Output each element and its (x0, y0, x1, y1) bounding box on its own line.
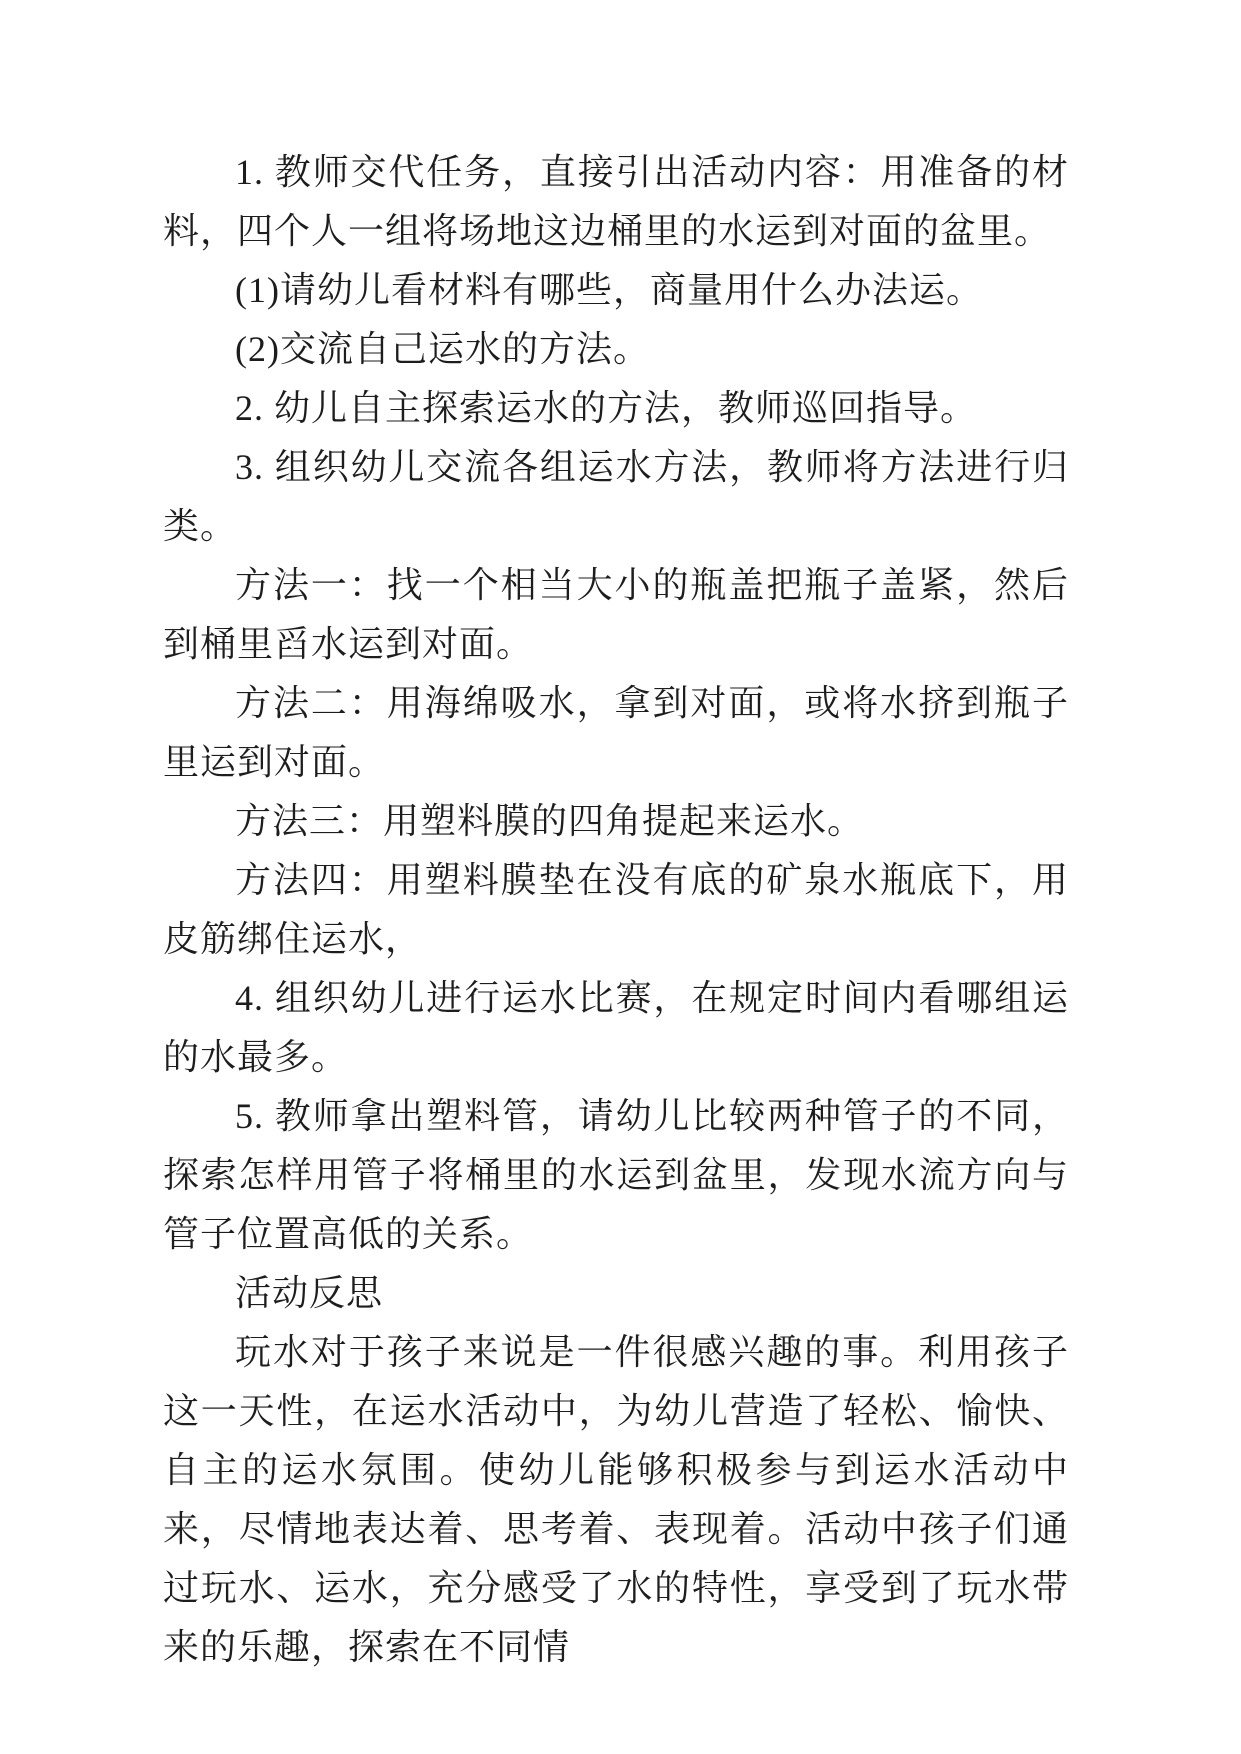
paragraph-step-3: 3. 组织幼儿交流各组运水方法，教师将方法进行归类。 (163, 447, 1069, 546)
paragraph-method-1: 方法一：找一个相当大小的瓶盖把瓶子盖紧，然后到桶里舀水运到对面。 (163, 565, 1069, 664)
paragraph-step-5: 5. 教师拿出塑料管，请幼儿比较两种管子的不同，探索怎样用管子将桶里的水运到盆里，发现水流方向与管子位置高低的关系。 (163, 1096, 1069, 1254)
paragraph-substep-1: (1)请幼儿看材料有哪些，商量用什么办法运。 (235, 270, 983, 310)
document-body (163, 143, 1069, 1677)
paragraph-method-2: 方法二：用海绵吸水，拿到对面，或将水挤到瓶子里运到对面。 (163, 683, 1069, 782)
paragraph-method-3: 方法三：用塑料膜的四角提起来运水。 (235, 801, 865, 841)
section-heading-reflection: 活动反思 (235, 1273, 384, 1313)
paragraph-method-4: 方法四：用塑料膜垫在没有底的矿泉水瓶底下，用皮筋绑住运水， (163, 860, 1069, 959)
paragraph-reflection: 玩水对于孩子来说是一件很感兴趣的事。利用孩子这一天性，在运水活动中，为幼儿营造了轻松、愉快、自主的运水氛围。使幼儿能够积极参与到运水活动中来，尽情地表达着、思考着、表现着。活动中孩子们通过玩水、运水，充分感受了水的特性，享受到了玩水带来的乐趣，探索在不同情 (163, 1332, 1069, 1667)
paragraph-step-4: 4. 组织幼儿进行运水比赛，在规定时间内看哪组运的水最多。 (163, 978, 1069, 1077)
paragraph-substep-2: (2)交流自己运水的方法。 (235, 329, 650, 369)
paragraph-step-1: 1. 教师交代任务，直接引出活动内容：用准备的材料，四个人一组将场地这边桶里的水运到对面的盆里。 (163, 152, 1069, 251)
paragraph-step-2: 2. 幼儿自主探索运水的方法，教师巡回指导。 (235, 388, 978, 428)
